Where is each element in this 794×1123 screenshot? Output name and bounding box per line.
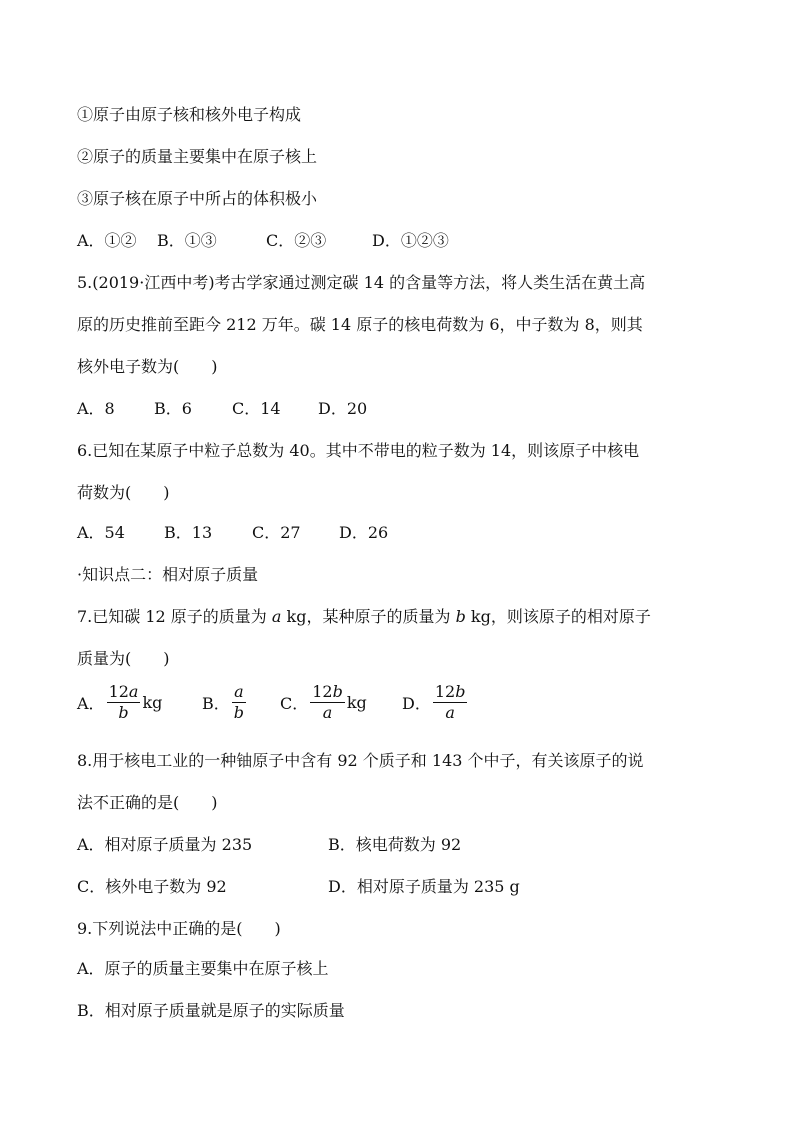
q7-line-1 [77,606,651,628]
q7-option-c[interactable] [280,682,402,723]
q6-option-a[interactable]: A．54 [77,523,125,542]
q7-option-d-numerator: 12b [434,682,466,701]
q7-option-d[interactable] [402,682,469,723]
q7-option-b-numerator: a [232,682,246,703]
q7-option-c-unit: kg [346,693,367,712]
q8-line-1: 8.用于核电工业的一种铀原子中含有 92 个质子和 143 个中子，有关该原子的说 [77,751,644,770]
q4-option-b[interactable]: B．①③ [157,231,217,250]
q9-line: 9.下列说法中正确的是( ) [77,919,281,938]
q7-var-a: a [271,607,282,626]
q7-option-a-denominator: b [118,703,129,722]
q5-line-2: 原的历史推前至距今 212 万年。碳 14 原子的核电荷数为 6，中子数为 8，则其 [77,315,643,334]
q7-option-b[interactable] [202,682,280,723]
q8-option-a[interactable]: A．相对原子质量为 235 [77,835,253,854]
q7-line-2: 质量为( ) [77,649,170,668]
q5-option-a[interactable]: A．8 [77,399,115,418]
q4-option-d[interactable]: D．①②③ [372,231,449,250]
q8-line-2: 法不正确的是( ) [77,793,218,812]
q7-line1-mid: kg，某种原子的质量为 [281,607,456,626]
q5-option-d[interactable]: D．20 [318,399,368,418]
q9-option-a[interactable]: A．原子的质量主要集中在原子核上 [77,959,329,978]
q7-line1-post: kg，则该原子的相对原子 [465,607,651,626]
q6-option-c[interactable]: C．27 [252,523,301,542]
q7-option-c-denominator: a [322,703,333,722]
q8-option-d[interactable]: D．相对原子质量为 235 g [328,877,520,896]
q4-option-a[interactable]: A．①② [77,231,137,250]
q6-option-b[interactable]: B．13 [164,523,213,542]
q7-option-a-fraction [107,682,141,723]
q7-option-b-fraction [232,682,246,723]
q8-option-c[interactable]: C．核外电子数为 92 [77,877,227,896]
statement-1: ①原子由原子核和核外电子构成 [77,105,302,124]
q7-option-d-label: D． [402,694,431,713]
q9-option-b[interactable]: B．相对原子质量就是原子的实际质量 [77,1001,345,1020]
q7-option-b-label: B． [202,694,230,713]
statement-2: ②原子的质量主要集中在原子核上 [77,147,318,166]
q7-option-d-denominator: a [445,703,455,722]
q6-line-2: 荷数为( ) [77,483,170,502]
q4-options [77,230,449,252]
q7-option-c-label: C． [280,694,309,713]
q7-option-c-fraction [310,682,345,723]
q8-options-row-2 [77,876,520,898]
q7-option-a-unit: kg [142,693,163,712]
q7-line1-pre: 7.已知碳 12 原子的质量为 [77,607,272,626]
q7-option-d-fraction [433,682,468,723]
section-heading: ·知识点二：相对原子质量 [77,565,259,584]
q7-option-a[interactable] [77,682,202,723]
q4-option-c[interactable]: C．②③ [266,231,327,250]
q5-option-b[interactable]: B．6 [154,399,192,418]
q6-options [77,522,388,544]
q5-line-1: 5.(2019·江西中考)考古学家通过测定碳 14 的含量等方法，将人类生活在黄土高 [77,273,646,292]
q8-option-b[interactable]: B．核电荷数为 92 [328,835,462,854]
q5-options [77,398,367,420]
q8-options-row-1 [77,834,461,856]
q6-line-1: 6.已知在某原子中粒子总数为 40。其中不带电的粒子数为 14，则该原子中核电 [77,441,640,460]
q7-options [77,682,469,732]
q7-option-a-label: A． [77,694,105,713]
q7-option-c-numerator: 12b [312,682,343,701]
q7-var-b: b [455,607,466,626]
q6-option-d[interactable]: D．26 [339,523,389,542]
q5-line-3: 核外电子数为( ) [77,357,218,376]
statement-3: ③原子核在原子中所占的体积极小 [77,189,318,208]
q7-option-b-denominator: b [233,703,245,722]
q7-option-a-numerator: 12a [108,682,139,701]
q5-option-c[interactable]: C．14 [232,399,281,418]
